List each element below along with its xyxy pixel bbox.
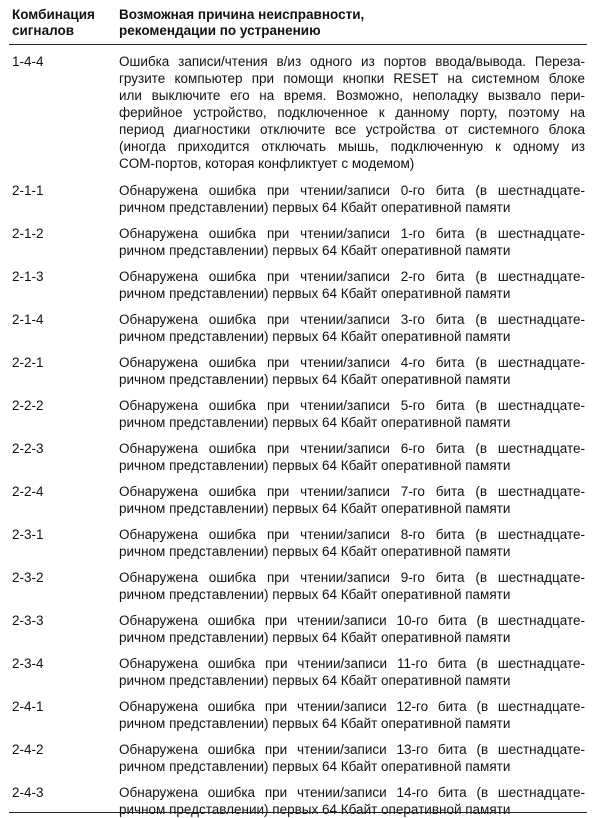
signal-code: 2-4-2 <box>12 742 44 757</box>
cause-description <box>119 53 587 172</box>
signal-code: 2-3-1 <box>12 527 44 542</box>
description-line: Обнаружена ошибка при чтении/записи 3-го бита (в шестнадцате- <box>119 312 585 327</box>
description-line: Обнаружена ошибка при чтении/записи 12-го бита (в шестнадцате- <box>119 699 585 714</box>
table-row <box>9 354 587 388</box>
description-line: ричном представлении) первых 64 Кбайт оперативной памяти <box>119 415 511 430</box>
header-col2-line1: Возможная причина неисправности, <box>119 7 365 22</box>
description-line: ричном представлении) первых 64 Кбайт оперативной памяти <box>119 458 511 473</box>
header-signal-combination <box>9 7 119 44</box>
table-row <box>9 440 587 474</box>
table-row <box>9 483 587 517</box>
description-line: Обнаружена ошибка при чтении/записи 11-го бита (в шестнадцате- <box>119 656 585 671</box>
description-line: Обнаружена ошибка при чтении/записи 9-го бита (в шестнадцате- <box>119 570 585 585</box>
description-line: COM-портов, которая конфликтует с модемом) <box>119 156 415 171</box>
signal-code: 2-4-3 <box>12 785 44 800</box>
table-row <box>9 268 587 302</box>
table-row <box>9 569 587 603</box>
signal-code: 2-1-1 <box>12 183 44 198</box>
table-row <box>9 182 587 216</box>
description-line: ричном представлении) первых 64 Кбайт оперативной памяти <box>119 200 511 215</box>
description-line: Обнаружена ошибка при чтении/записи 13-го бита (в шестнадцате- <box>119 742 585 757</box>
table-row <box>9 698 587 732</box>
signal-code: 1-4-4 <box>12 54 44 69</box>
description-line: ричном представлении) первых 64 Кбайт оперативной памяти <box>119 716 511 731</box>
description-line: ричном представлении) первых 64 Кбайт оперативной памяти <box>119 286 511 301</box>
cause-description <box>119 225 587 259</box>
description-line: ричном представлении) первых 64 Кбайт оперативной памяти <box>119 372 511 387</box>
description-line: ричном представлении) первых 64 Кбайт оперативной памяти <box>119 630 511 645</box>
header-col1-line2: сигналов <box>12 23 75 38</box>
signal-code: 2-4-1 <box>12 699 44 714</box>
description-line: Обнаружена ошибка при чтении/записи 8-го бита (в шестнадцате- <box>119 527 585 542</box>
description-line: Обнаружена ошибка при чтении/записи 4-го бита (в шестнадцате- <box>119 355 585 370</box>
table-row <box>9 311 587 345</box>
header-col2-line2: рекомендации по устранению <box>119 23 321 38</box>
description-line: Обнаружена ошибка при чтении/записи 7-го бита (в шестнадцате- <box>119 484 585 499</box>
table-row <box>9 741 587 775</box>
cause-description <box>119 741 587 775</box>
signal-code: 2-1-4 <box>12 312 44 327</box>
signal-code: 2-2-1 <box>12 355 44 370</box>
header-cause-recommendation <box>119 7 587 44</box>
description-line: или выключите его на время. Возможно, неполадку вызвало пери- <box>119 88 585 103</box>
description-line: ричном представлении) первых 64 Кбайт оперативной памяти <box>119 243 511 258</box>
beep-codes-table <box>9 0 587 818</box>
table-header <box>9 0 587 45</box>
signal-code: 2-3-4 <box>12 656 44 671</box>
cause-description <box>119 397 587 431</box>
description-line: Обнаружена ошибка при чтении/записи 14-го бита (в шестнадцате- <box>119 785 585 800</box>
description-line: грузите компьютер при помощи кнопки RESET на системном блоке <box>119 71 585 86</box>
cause-description <box>119 440 587 474</box>
table-row <box>9 612 587 646</box>
description-line: ричном представлении) первых 64 Кбайт оперативной памяти <box>119 802 511 817</box>
table-row <box>9 397 587 431</box>
cause-description <box>119 612 587 646</box>
cause-description <box>119 311 587 345</box>
description-line: ричном представлении) первых 64 Кбайт оперативной памяти <box>119 501 511 516</box>
description-line: Обнаружена ошибка при чтении/записи 2-го бита (в шестнадцате- <box>119 269 585 284</box>
cause-description <box>119 483 587 517</box>
description-line: Обнаружена ошибка при чтении/записи 1-го бита (в шестнадцате- <box>119 226 585 241</box>
description-line: Обнаружена ошибка при чтении/записи 6-го бита (в шестнадцате- <box>119 441 585 456</box>
table-row <box>9 225 587 259</box>
signal-code: 2-2-3 <box>12 441 44 456</box>
description-line: Обнаружена ошибка при чтении/записи 0-го бита (в шестнадцате- <box>119 183 585 198</box>
description-line: Ошибка записи/чтения в/из одного из портов ввода/вывода. Переза- <box>119 54 585 69</box>
cause-description <box>119 268 587 302</box>
cause-description <box>119 354 587 388</box>
description-line: ричном представлении) первых 64 Кбайт оперативной памяти <box>119 329 511 344</box>
description-line: период диагностики отключите все устройства от системного блока <box>119 122 585 137</box>
description-line: ричном представлении) первых 64 Кбайт оперативной памяти <box>119 673 511 688</box>
description-line: ричном представлении) первых 64 Кбайт оперативной памяти <box>119 544 511 559</box>
signal-code: 2-1-3 <box>12 269 44 284</box>
description-line: ферийное устройство, подключенное к данному порту, поэтому на <box>119 105 585 120</box>
description-line: (иногда приходится отключать мышь, подключенную к одному из <box>119 139 585 154</box>
signal-code: 2-3-3 <box>12 613 44 628</box>
cause-description <box>119 655 587 689</box>
table-row <box>9 526 587 560</box>
signal-code: 2-1-2 <box>12 226 44 241</box>
description-line: ричном представлении) первых 64 Кбайт оперативной памяти <box>119 759 511 774</box>
table-row <box>9 53 587 172</box>
description-line: ричном представлении) первых 64 Кбайт оперативной памяти <box>119 587 511 602</box>
signal-code: 2-2-4 <box>12 484 44 499</box>
header-col1-line1: Комбинация <box>12 7 95 22</box>
signal-code: 2-3-2 <box>12 570 44 585</box>
cause-description <box>119 526 587 560</box>
description-line: Обнаружена ошибка при чтении/записи 5-го бита (в шестнадцате- <box>119 398 585 413</box>
table-row <box>9 655 587 689</box>
table-bottom-rule <box>9 812 587 813</box>
cause-description <box>119 698 587 732</box>
signal-code: 2-2-2 <box>12 398 44 413</box>
cause-description <box>119 182 587 216</box>
table-body <box>9 53 587 818</box>
cause-description <box>119 569 587 603</box>
description-line: Обнаружена ошибка при чтении/записи 10-го бита (в шестнадцате- <box>119 613 585 628</box>
